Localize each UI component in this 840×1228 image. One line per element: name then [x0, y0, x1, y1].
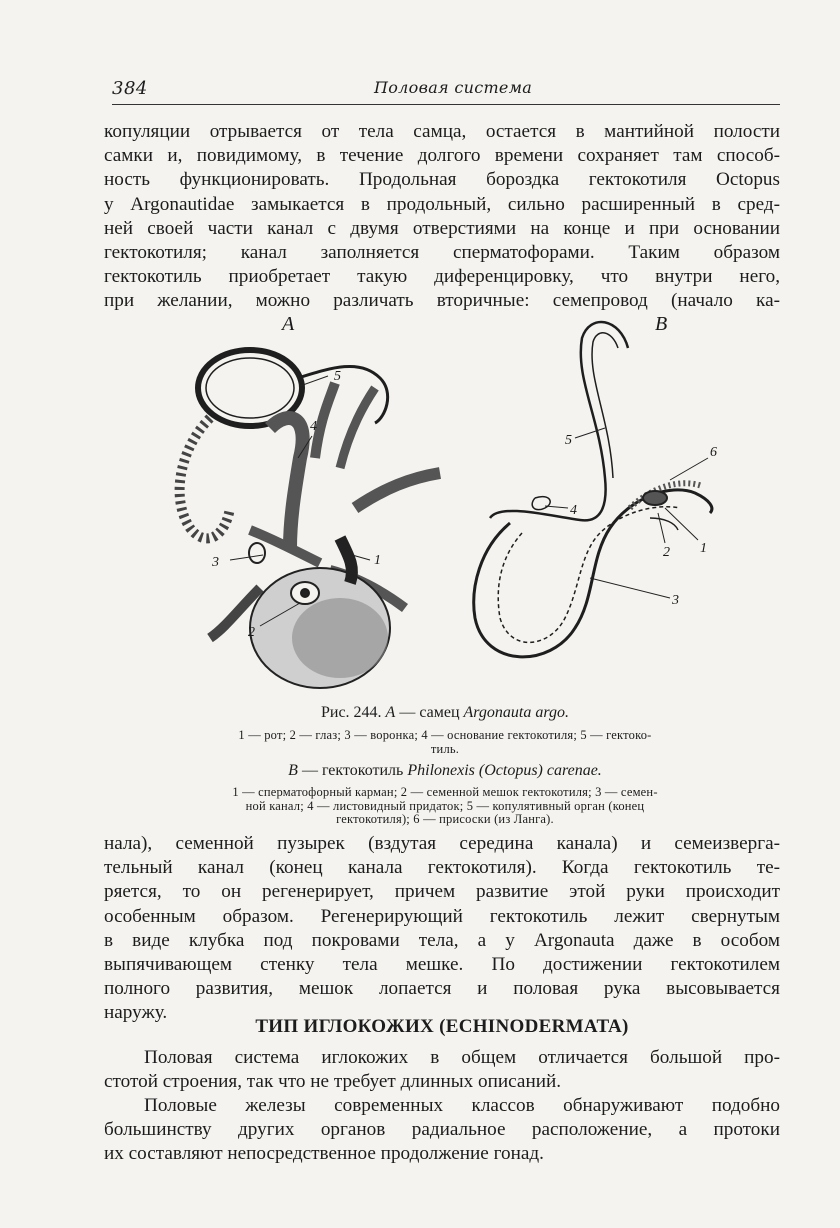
figure-number: Рис. 244. [320, 704, 382, 721]
text-line: ней своей части канал с двумя отверстиями на конце и при основании [104, 217, 780, 239]
paragraph-4 [104, 1094, 780, 1167]
legend-line: 1 — сперматофорный карман; 2 — семенной мешок гектокотиля; 3 — семен- [232, 785, 658, 799]
page-number: 384 [112, 78, 148, 99]
page-header [112, 78, 780, 105]
label-a-1: 1 [374, 553, 381, 568]
text-line: в виде клубка под покровами тела, а у Argonauta даже в особом [104, 929, 780, 951]
label-a-3: 3 [212, 555, 219, 570]
legend-line: ной канал; 4 — листовидный придаток; 5 — копулятивный орган (конец [245, 798, 645, 813]
section-heading: ТИП ИГЛОКОЖИХ (ECHINODERMATA) [255, 1016, 629, 1037]
text-line: гектокотиль приобретает такую диференцировку, что внутри него, [104, 266, 780, 288]
text-line: нала), семенной пузырек (вздутая середина канала) и семеизверга- [104, 833, 780, 854]
text-line: тельный канал (конец канала гектокотиля). Когда гектокотиль те- [104, 857, 780, 879]
caption-b-letter: B [288, 762, 298, 779]
text-line: при желании, можно различать вторичные: семепровод (начало ка- [104, 290, 780, 312]
text-line: гектокотиля; канал заполняется сперматофорами. Таким образом [104, 242, 780, 264]
caption-legend-b [150, 786, 740, 827]
caption-a-species: Argonauta argo. [463, 704, 569, 721]
caption-b-text: — гектокотиль [301, 762, 404, 779]
caption-a-text: — самец [399, 704, 460, 721]
text-line: большинству других органов радиальное расположение, а протоки [104, 1119, 780, 1141]
label-b-5: 5 [565, 433, 572, 448]
caption-b-species: Philonexis (Octopus) carenae. [407, 762, 602, 779]
label-b-3: 3 [672, 593, 679, 608]
text-line: полного развития, мешок лопается и половая рука высовывается [104, 978, 780, 1000]
paragraph-3 [104, 1046, 780, 1094]
paragraph-1 [104, 120, 780, 314]
caption-title-b [150, 762, 740, 780]
text-line: ность функционировать. Продольная бороздка гектокотиля Octopus [104, 169, 780, 191]
text-line: особенным образом. Регенерирующий гектокотиль лежит свернутым [104, 905, 780, 927]
label-a-2: 2 [248, 625, 255, 640]
text-line: выпячивающем стенку тела мешке. По достижении гектокотилем [104, 954, 780, 976]
text-line: Половая система иглокожих в общем отличается большой про- [144, 1047, 780, 1068]
legend-line: гектокотиля); 6 — присоски (из Ланга). [336, 812, 554, 826]
text-line: самки и, повидимому, в течение долгого времени сохраняет там способ- [104, 145, 780, 167]
text-line: ряется, то он регенерирует, причем развитие этой руки происходит [104, 881, 780, 903]
label-b-6: 6 [710, 445, 717, 460]
text-line: Половые железы современных классов обнаруживают подобно [144, 1095, 780, 1116]
caption-legend-a [150, 729, 740, 756]
panel-a-letter: A [282, 313, 295, 335]
figure-244 [150, 308, 740, 698]
caption-title-a [150, 704, 740, 722]
running-head: Половая система [374, 78, 533, 97]
text-line: их составляют непосредственное продолжение гонад. [104, 1143, 544, 1165]
text-line: стотой строения, так что не требует длинных описаний. [104, 1071, 562, 1093]
label-b-1: 1 [700, 541, 707, 556]
text-line: у Argonautidae замыкается в продольный, сильно расширенный в сред- [104, 193, 780, 215]
figure-illustration [150, 308, 740, 698]
caption-a-letter: A [385, 704, 396, 721]
label-a-4: 4 [310, 419, 317, 434]
label-b-4: 4 [570, 503, 577, 518]
label-b-2: 2 [663, 545, 670, 560]
text-line: копуляции отрывается от тела самца, остается в мантийной полости [104, 121, 780, 142]
text-line: наружу. [104, 1002, 168, 1024]
panel-b-letter: B [655, 313, 668, 335]
legend-line: 1 — рот; 2 — глаз; 3 — воронка; 4 — основание гектокотиля; 5 — гектоко- [238, 728, 652, 742]
label-a-5: 5 [334, 369, 341, 384]
legend-line: тиль. [430, 741, 460, 756]
paragraph-2 [104, 832, 780, 1026]
